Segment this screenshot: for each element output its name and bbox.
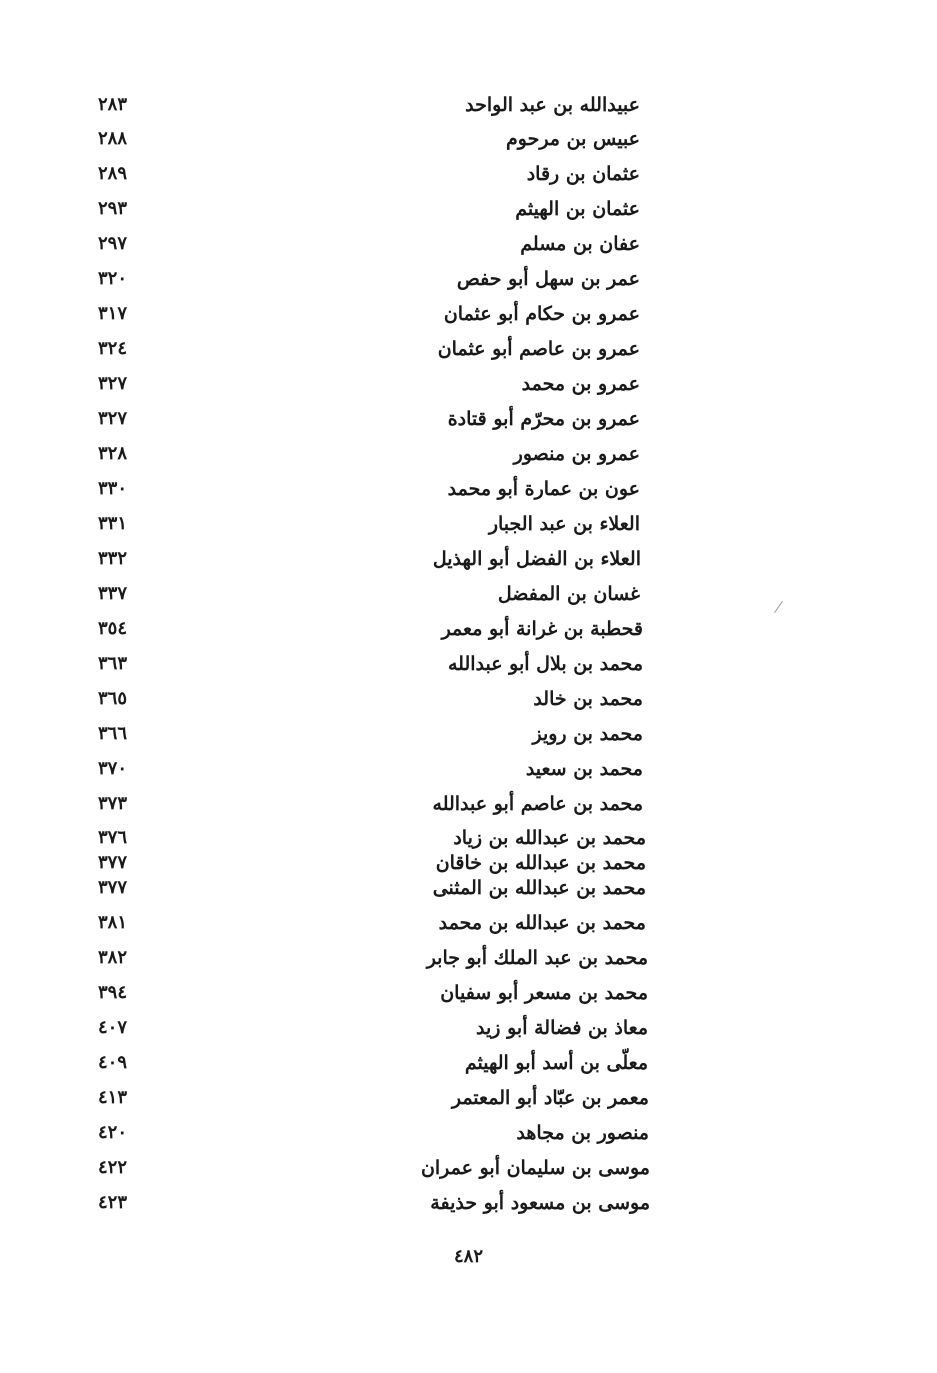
index-entry (0, 978, 937, 1008)
index-entry (0, 1118, 937, 1148)
entry-page-number: ٣٥٤ (98, 618, 128, 639)
entry-name: معاذ بن فضالة أبو زيد (476, 1017, 648, 1039)
entry-page-number: ٢٨٩ (98, 163, 128, 184)
entry-name: محمد بن عبدالله بن خاقان (435, 852, 646, 874)
entry-name: محمد بن سعيد (525, 758, 643, 780)
index-entry (0, 159, 937, 189)
index-entry (0, 299, 937, 329)
index-entry (0, 873, 937, 903)
index-entry (0, 908, 937, 938)
entry-name: محمد بن عبدالله بن محمد (438, 912, 646, 934)
entry-page-number: ٣٦٣ (98, 653, 128, 674)
entry-name: غسان بن المفضل (497, 583, 640, 605)
entry-name: عمرو بن عاصم أبو عثمان (437, 338, 640, 360)
entry-page-number: ٤٢٣ (98, 1192, 128, 1213)
entry-page-number: ٤٢٢ (98, 1157, 128, 1178)
index-entry (0, 1013, 937, 1043)
index-entry (0, 579, 937, 609)
entry-name: العلاء بن عبد الجبار (488, 513, 640, 535)
entry-page-number: ٣٢٠ (98, 268, 128, 289)
index-entry (0, 124, 937, 154)
index-entry (0, 509, 937, 539)
entry-page-number: ٣٦٥ (98, 688, 128, 709)
entry-name: محمد بن عبد الملك أبو جابر (426, 947, 648, 969)
entry-page-number: ٣٧٧ (98, 852, 128, 873)
index-entry (0, 649, 937, 679)
entry-name: عمرو بن حكام أبو عثمان (443, 303, 640, 325)
entry-page-number: ٣٦٦ (98, 723, 128, 744)
entry-page-number: ٣٣٢ (98, 548, 128, 569)
index-entry (0, 1083, 937, 1113)
entry-name: عون بن عمارة أبو محمد (447, 478, 640, 500)
entry-name: منصور بن مجاهد (516, 1122, 649, 1144)
entry-page-number: ٣٢٤ (98, 338, 128, 359)
entry-name: معمر بن عبّاد أبو المعتمر (451, 1087, 649, 1109)
entry-page-number: ٣٣٧ (98, 583, 128, 604)
entry-name: محمد بن خالد (533, 688, 643, 710)
index-entry (0, 439, 937, 469)
index-entry (0, 544, 937, 574)
index-entry (0, 369, 937, 399)
entry-page-number: ٣٢٧ (98, 373, 128, 394)
entry-name: محمد بن عاصم أبو عبدالله (432, 793, 643, 815)
index-entry (0, 1153, 937, 1183)
index-entry (0, 754, 937, 784)
entry-name: عثمان بن رقاد (526, 163, 640, 185)
entry-name: عمر بن سهل أبو حفص (456, 268, 640, 290)
entry-page-number: ٣٩٤ (98, 982, 128, 1003)
index-entry (0, 1048, 937, 1078)
entry-page-number: ٢٨٣ (98, 94, 128, 115)
entry-name: محمد بن رويز (532, 723, 643, 745)
entry-page-number: ٣٧٧ (98, 877, 128, 898)
index-entry (0, 90, 937, 120)
entry-page-number: ٣٧٠ (98, 758, 128, 779)
entry-page-number: ٤٠٩ (98, 1052, 128, 1073)
index-entry (0, 194, 937, 224)
entry-name: عمرو بن محمد (521, 373, 640, 395)
entry-name: محمد بن عبدالله بن زياد (453, 827, 646, 849)
entry-page-number: ٣١٧ (98, 303, 128, 324)
entry-page-number: ٣٣١ (98, 513, 128, 534)
index-entry (0, 1188, 937, 1218)
entry-page-number: ٤٠٧ (98, 1017, 128, 1038)
entry-name: عبيس بن مرحوم (506, 128, 640, 150)
entry-page-number: ٢٩٧ (98, 233, 128, 254)
entry-page-number: ٣٧٦ (98, 827, 128, 848)
entry-page-number: ٣٢٨ (98, 443, 128, 464)
entry-page-number: ٢٩٣ (98, 198, 128, 219)
index-entry (0, 789, 937, 819)
entry-page-number: ٣٧٣ (98, 793, 128, 814)
entry-page-number: ٣٨١ (98, 912, 128, 933)
entry-page-number: ٢٨٨ (98, 128, 128, 149)
entry-name: العلاء بن الفضل أبو الهذيل (432, 548, 641, 570)
entry-name: موسى بن مسعود أبو حذيفة (430, 1192, 650, 1214)
index-entry (0, 474, 937, 504)
entry-page-number: ٤١٣ (98, 1087, 128, 1108)
entry-page-number: ٣٢٧ (98, 408, 128, 429)
index-entry (0, 334, 937, 364)
entry-page-number: ٣٣٠ (98, 478, 128, 499)
entry-name: محمد بن مسعر أبو سفيان (440, 982, 648, 1004)
entry-name: عمرو بن منصور (513, 443, 640, 465)
entry-page-number: ٣٨٢ (98, 947, 128, 968)
entry-name: محمد بن بلال أبو عبدالله (447, 653, 643, 675)
entry-name: عمرو بن محرّم أبو قتادة (447, 408, 640, 430)
entry-page-number: ٤٢٠ (98, 1122, 128, 1143)
entry-name: قحطبة بن غرانة أبو معمر (441, 618, 643, 640)
entry-name: عبيدالله بن عبد الواحد (465, 94, 640, 116)
index-entry (0, 404, 937, 434)
index-entry (0, 684, 937, 714)
index-entry (0, 264, 937, 294)
entry-name: موسى بن سليمان أبو عمران (420, 1157, 650, 1179)
page-number: ٤٨٢ (453, 1246, 483, 1267)
index-entry (0, 229, 937, 259)
entry-name: عثمان بن الهيثم (515, 198, 640, 220)
entry-name: محمد بن عبدالله بن المثنى (432, 877, 646, 899)
index-entry (0, 719, 937, 749)
entry-name: عفان بن مسلم (520, 233, 640, 255)
index-entry (0, 614, 937, 644)
index-entry (0, 943, 937, 973)
entry-name: معلّى بن أسد أبو الهيثم (464, 1052, 648, 1074)
